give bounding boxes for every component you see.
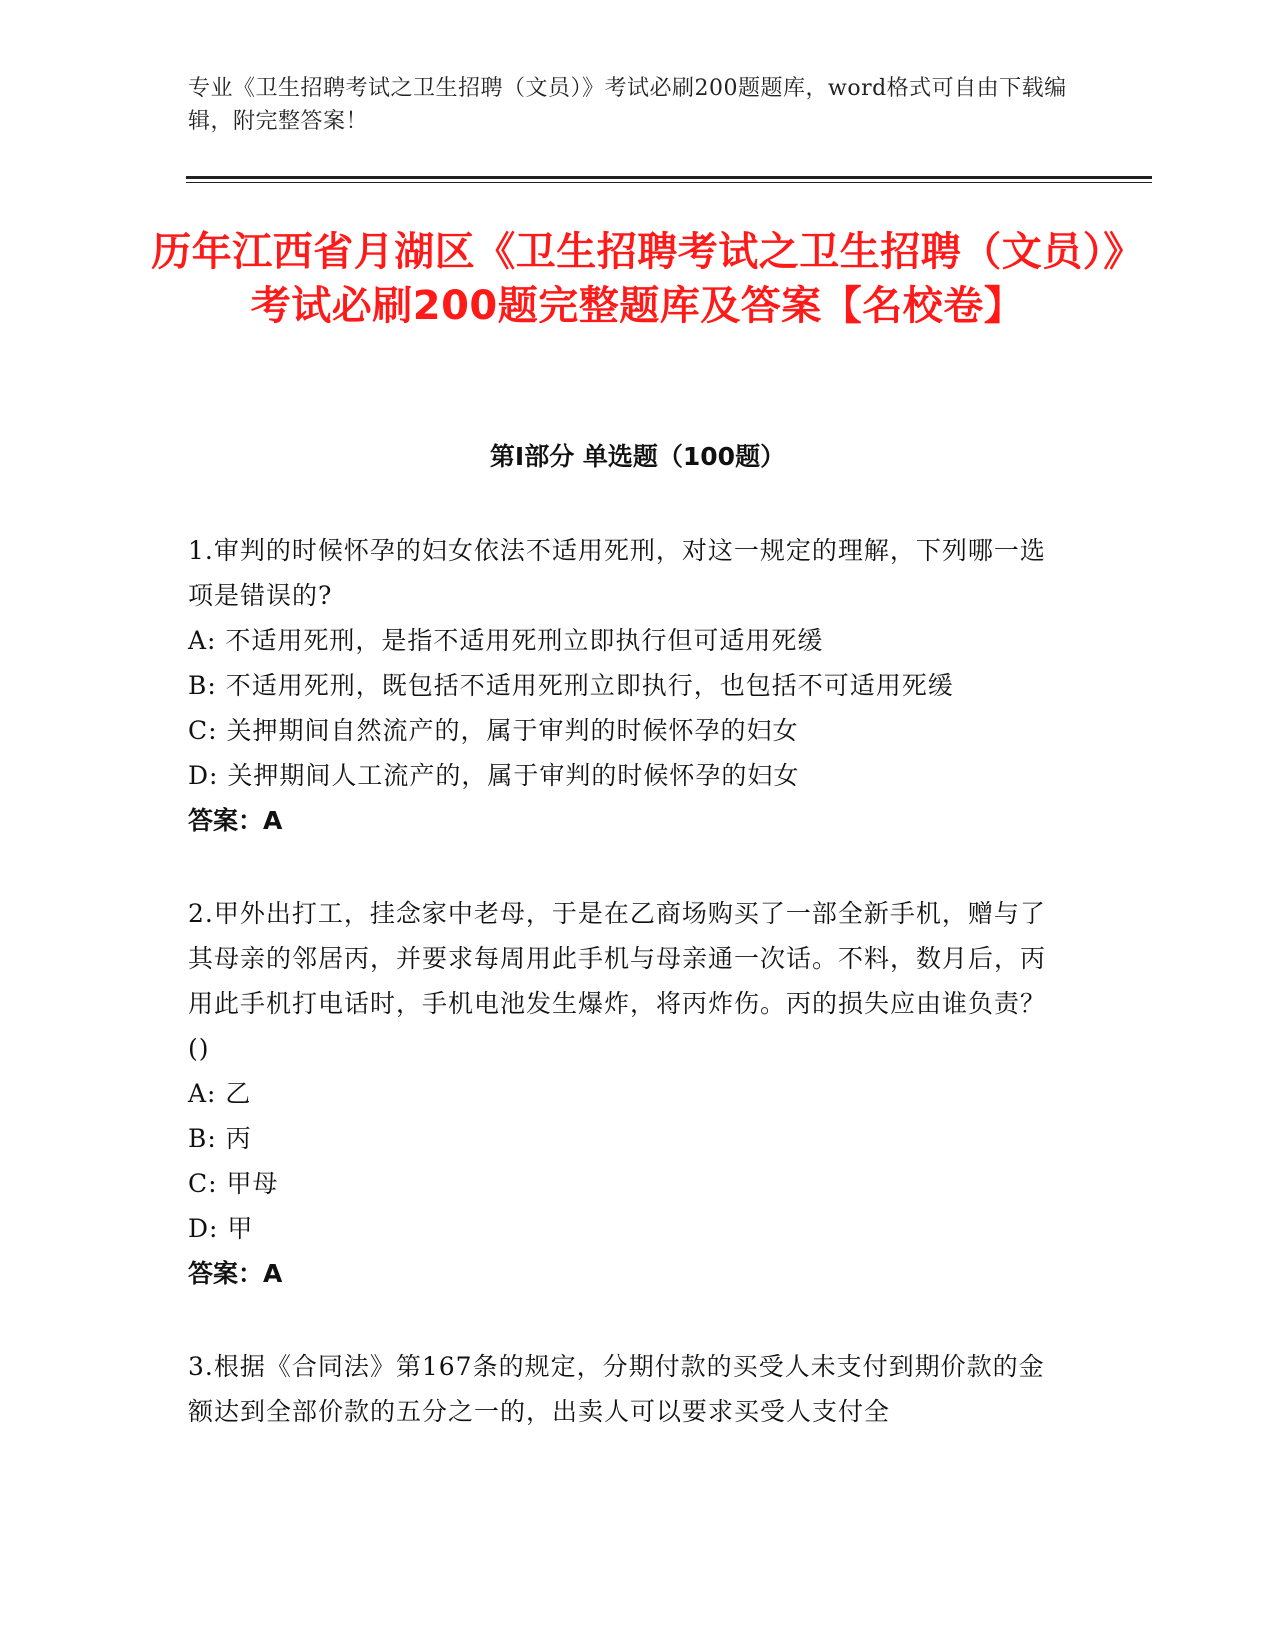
header-note: 专业《卫生招聘考试之卫生招聘（文员）》考试必刷200题题库，word格式可自由下载编辑，附完整答案！	[188, 76, 1067, 134]
question-stem: 2.甲外出打工，挂念家中老母，于是在乙商场购买了一部全新手机，赠与了其母亲的邻居丙，并要求每周用此手机与母亲通一次话。不料，数月后，丙用此手机打电话时，手机电池发生爆炸，将丙炸伤。丙的损失应由谁负责？()	[188, 899, 1047, 1063]
question-3	[188, 1344, 1058, 1434]
answer-line: 答案：A	[188, 806, 283, 835]
option-d: D: 甲	[188, 1214, 254, 1243]
question-stem: 3.根据《合同法》第167条的规定，分期付款的买受人未支付到期价款的金额达到全部价款的五分之一的，出卖人可以要求买受人支付全	[188, 1352, 1045, 1426]
question-1	[188, 528, 1058, 843]
option-b: B: 丙	[188, 1124, 252, 1153]
option-d: D: 关押期间人工流产的，属于审判的时候怀孕的妇女	[188, 761, 800, 790]
header-divider-thick	[186, 176, 1152, 179]
question-2	[188, 891, 1058, 1296]
question-stem: 1.审判的时候怀孕的妇女依法不适用死刑，对这一规定的理解，下列哪一选项是错误的?	[188, 536, 1046, 610]
header-divider-thin	[186, 182, 1152, 183]
option-a: A: 乙	[188, 1079, 252, 1108]
section-title: 第Ⅰ部分 单选题（100题）	[489, 442, 786, 471]
document-title: 历年江西省月湖区《卫生招聘考试之卫生招聘（文员）》考试必刷200题完整题库及答案【名校卷】	[151, 229, 1124, 329]
option-c: C: 甲母	[188, 1169, 279, 1198]
option-c: C: 关押期间自然流产的，属于审判的时候怀孕的妇女	[188, 716, 799, 745]
option-b: B: 不适用死刑，既包括不适用死刑立即执行，也包括不可适用死缓	[188, 671, 954, 700]
answer-line: 答案：A	[188, 1259, 283, 1288]
option-a: A: 不适用死刑，是指不适用死刑立即执行但可适用死缓	[188, 626, 824, 655]
question-list	[188, 528, 1058, 1482]
